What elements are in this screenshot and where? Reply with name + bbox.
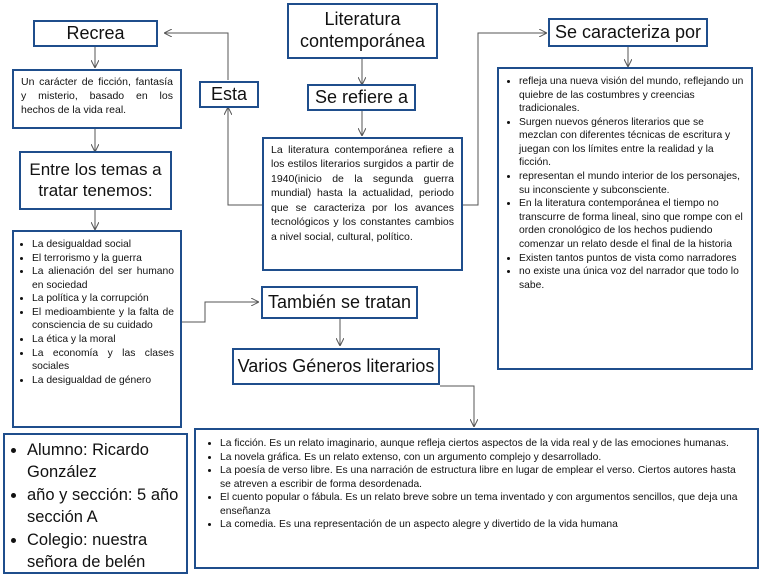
list-item: • En la literatura contemporánea el tiempo no transcurre de forma lineal, sino que rompe con el orden cronológico de los hechos pudiendo comenzar un relato desde el final de la historia	[519, 197, 745, 251]
node-esta	[199, 81, 259, 108]
list-item: • El terrorismo y la guerra	[32, 252, 174, 266]
list-item: • refleja una nueva visión del mundo, reflejando un quiebre de las costumbres y creencias tradicionales.	[519, 75, 745, 116]
alumno-list	[13, 439, 182, 574]
list-item: • El cuento popular o fábula. Es un relato breve sobre un tema inventado y con argumentos sencillos, que deja una enseñanza	[220, 491, 747, 518]
list-item: • La comedia. Es una representación de un aspecto alegre y divertido de la vida humana	[220, 518, 747, 532]
caracteriza-list	[505, 75, 745, 292]
node-tambien	[261, 286, 418, 319]
node-esta-label: Esta	[210, 83, 248, 104]
list-item: • La política y la corrupción	[32, 292, 174, 306]
edge-generos-lista	[440, 386, 474, 426]
node-alumno	[3, 433, 188, 574]
node-generos	[232, 348, 440, 385]
node-recrea-label: Recrea	[66, 22, 125, 43]
node-temas-label: Entre los temas a tratar tenemos:	[29, 160, 162, 200]
node-recrea-text	[12, 69, 182, 129]
list-item: • El medioambiente y la falta de consciencia de su cuidado	[32, 306, 174, 333]
node-definicion	[262, 137, 463, 271]
recrea-text: Un carácter de ficción, fantasía y misterio, basado en los hechos de la vida real.	[21, 76, 173, 117]
node-refiere	[307, 84, 416, 111]
node-temas-list	[12, 230, 182, 428]
list-item: • La economía y las clases sociales	[32, 347, 174, 374]
list-item: • La ética y la moral	[32, 333, 174, 347]
list-item: • La ficción. Es un relato imaginario, aunque refleja ciertos aspectos de la vida real y de las emociones humanas.	[220, 437, 747, 451]
edge-definicion-esta	[228, 108, 262, 205]
definicion-text: La literatura contemporánea refiere a los estilos literarios surgidos a partir de 1940(inicio de la segunda guerra mundial) hasta la actualidad, periodo que se caracteriza por los avances tecnológicos y los constantes cambios a nivel social, cultural, político.	[271, 144, 454, 243]
list-item: • La alienación del ser humano en sociedad	[32, 265, 174, 292]
list-item: • La desigualdad de género	[32, 374, 174, 388]
node-root-label: Literatura contemporánea	[299, 9, 426, 51]
node-recrea	[33, 20, 158, 47]
list-item: • Existen tantos puntos de vista como narradores	[519, 252, 745, 266]
node-caracteriza	[548, 18, 708, 47]
list-item: • La poesía de verso libre. Es una narración de estructura libre en lugar de emplear el verso. Ciertos autores hasta se atreven a escribir de forma desordenada.	[220, 464, 747, 491]
node-generos-list	[194, 428, 759, 569]
node-tambien-label: También se tratan	[267, 291, 412, 312]
list-item: • no existe una única voz del narrador que todo lo sabe.	[519, 265, 745, 292]
node-root	[287, 3, 438, 59]
node-generos-label: Varios Géneros literarios	[237, 355, 435, 376]
node-caracteriza-label: Se caracteriza por	[554, 21, 702, 42]
list-item: • representan el mundo interior de los personajes, su inconsciente y subconsciente.	[519, 170, 745, 197]
temas-list	[18, 238, 174, 387]
list-item: • Surgen nuevos géneros literarios que se mezclan con diferentes técnicas de escritura y juegan con los límites entre la realidad y la ficción.	[519, 116, 745, 170]
list-item: • año y sección: 5 año sección A	[27, 484, 182, 529]
node-temas	[19, 151, 172, 210]
edge-lista-tambien	[182, 302, 258, 322]
generos-list	[206, 437, 747, 532]
node-caracteriza-list	[497, 67, 753, 370]
list-item: • La desigualdad social	[32, 238, 174, 252]
list-item: • Colegio: nuestra señora de belén	[27, 529, 182, 574]
list-item: • Alumno: Ricardo González	[27, 439, 182, 484]
node-refiere-label: Se refiere a	[314, 86, 409, 107]
list-item: • La novela gráfica. Es un relato extenso, con un argumento complejo y desarrollado.	[220, 451, 747, 465]
